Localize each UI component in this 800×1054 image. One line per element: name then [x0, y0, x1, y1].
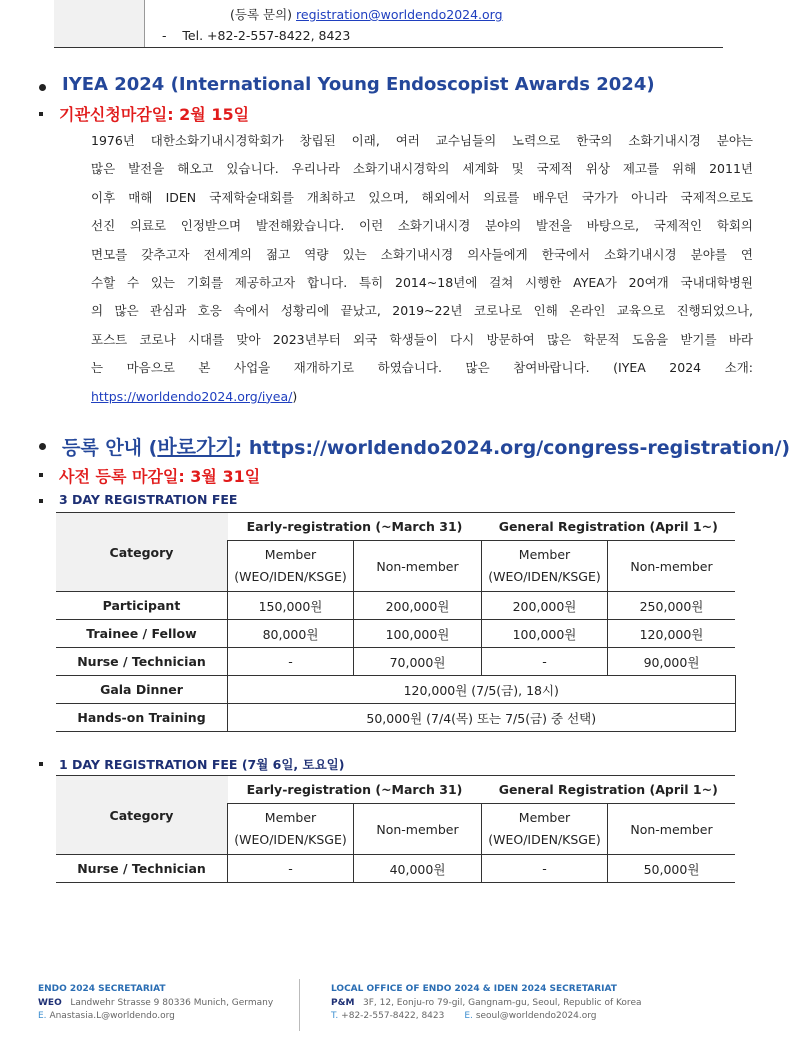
- para-line: 많은 발전을 해오고 있습니다. 우리나라 소화기내시경학의 세계화 및 국제적 위상 제고를 위해 2011년: [91, 161, 753, 177]
- registration-email-link[interactable]: registration@worldendo2024.org: [296, 7, 503, 22]
- gala-dinner-fee: 120,000원 (7/5(금), 18시): [228, 676, 736, 704]
- table-row: [56, 676, 735, 704]
- general-registration-header: General Registration (April 1~): [482, 513, 736, 541]
- one-day-fee-title: 1 DAY REGISTRATION FEE (7월 6일, 토요일): [59, 757, 345, 772]
- member-header: [482, 541, 608, 592]
- fee-cell: 70,000원: [354, 648, 482, 676]
- fee-cell: 120,000원: [608, 620, 736, 648]
- fee-cell: 100,000원: [354, 620, 482, 648]
- footer-left-email-label: E.: [38, 1011, 47, 1021]
- contact-tel-line: [162, 28, 350, 43]
- table-row: [56, 855, 735, 883]
- footer-secretariat: [38, 983, 273, 1024]
- member-orgs: (WEO/IDEN/KSGE): [234, 832, 347, 847]
- registration-heading-suffix: ; https://worldendo2024.org/congress-registration/): [234, 437, 791, 459]
- iyea-link[interactable]: https://worldendo2024.org/iyea/: [91, 388, 293, 404]
- table-row: [56, 648, 735, 676]
- one-day-fee-table: [56, 775, 735, 883]
- member-label: Member: [264, 810, 317, 825]
- category-header: Category: [56, 513, 228, 592]
- contact-email-line: [230, 5, 503, 23]
- link-close: ): [292, 388, 298, 404]
- fee-cell: -: [482, 648, 608, 676]
- footer-right-org: P&M: [331, 997, 355, 1008]
- hands-on-fee: 50,000원 (7/4(목) 또는 7/5(금) 중 선택): [228, 704, 736, 732]
- early-registration-header: Early-registration (~March 31): [228, 513, 482, 541]
- footer-divider: [299, 979, 300, 1031]
- dash: -: [162, 28, 167, 43]
- para-line: 1976년 대한소화기내시경학회가 창립된 이래, 여러 교수님들의 노력으로 한국의 소화기내시경 분야는: [91, 133, 753, 148]
- contact-label-cell: [54, 0, 145, 47]
- footer-left-address: Landwehr Strasse 9 80336 Munich, Germany: [70, 997, 274, 1008]
- footer-right-email[interactable]: seoul@worldendo2024.org: [475, 1011, 597, 1021]
- footer-left-org: WEO: [38, 997, 62, 1008]
- fee-cell: 80,000원: [228, 620, 354, 648]
- square-bullet-icon: [39, 112, 43, 116]
- tel-text: Tel. +82-2-557-8422, 8423: [182, 28, 351, 43]
- non-member-header: Non-member: [608, 541, 736, 592]
- para-line: 이후 매해 IDEN 국제학술대회를 개최하고 있으며, 해외에서 의료를 배우던 국가가 아니라 국제적으로도: [91, 189, 753, 205]
- footer-right-tel-label: T.: [331, 1011, 339, 1021]
- member-label: Member: [518, 547, 571, 562]
- registration-heading: [62, 431, 790, 460]
- registration-deadline: 사전 등록 마감일: 3월 31일: [59, 467, 261, 486]
- para-line: 수할 수 있는 기회를 제공하고자 합니다. 특히 2014~18년에 걸쳐 시행한 AYEA가 20여개 국내대학병원: [91, 275, 753, 291]
- member-orgs: (WEO/IDEN/KSGE): [488, 832, 601, 847]
- row-category: Gala Dinner: [56, 676, 228, 704]
- para-line-last: [91, 383, 753, 411]
- three-day-fee-title: 3 DAY REGISTRATION FEE: [59, 492, 238, 507]
- category-header: Category: [56, 776, 228, 855]
- iyea-title: IYEA 2024 (International Young Endoscopist Awards 2024): [62, 74, 655, 95]
- general-registration-header: General Registration (April 1~): [482, 776, 736, 804]
- fee-cell: 250,000원: [608, 592, 736, 620]
- row-category: Trainee / Fellow: [56, 620, 228, 648]
- table-row: [56, 620, 735, 648]
- row-category: Nurse / Technician: [56, 855, 228, 883]
- member-orgs: (WEO/IDEN/KSGE): [488, 569, 601, 584]
- footer-left-title: ENDO 2024 SECRETARIAT: [38, 984, 166, 994]
- footer-right-address: 3F, 12, Eonju-ro 79-gil, Gangnam-gu, Seoul, Republic of Korea: [363, 997, 642, 1008]
- square-bullet-icon: [39, 499, 43, 503]
- footer-right-email-label: E.: [464, 1011, 473, 1021]
- para-line: 선진 의료로 인정받으며 발전해왔습니다. 이런 소화기내시경 분야의 발전을 바탕으로, 국제적인 학회의: [91, 218, 753, 234]
- bullet-dot-icon: [39, 443, 46, 450]
- member-header: [482, 804, 608, 855]
- member-header: [228, 541, 354, 592]
- iyea-deadline: 기관신청마감일: 2월 15일: [59, 105, 250, 124]
- row-category: Participant: [56, 592, 228, 620]
- member-label: Member: [518, 810, 571, 825]
- bullet-dot-icon: [39, 84, 46, 91]
- footer-local-office: [331, 983, 642, 1024]
- non-member-header: Non-member: [354, 541, 482, 592]
- fee-cell: -: [228, 648, 354, 676]
- para-line: 는 마음으로 본 사업을 재개하기로 하였습니다. 많은 참여바랍니다. (IYEA 2024 소개:: [91, 360, 753, 376]
- inquiry-label: (등록 문의): [230, 7, 293, 22]
- non-member-header: Non-member: [608, 804, 736, 855]
- table-row: [56, 704, 735, 732]
- fee-cell: -: [482, 855, 608, 883]
- fee-cell: 40,000원: [354, 855, 482, 883]
- fee-cell: -: [228, 855, 354, 883]
- fee-cell: 150,000원: [228, 592, 354, 620]
- square-bullet-icon: [39, 762, 43, 766]
- shortcut-link[interactable]: 바로가기: [157, 435, 235, 459]
- member-orgs: (WEO/IDEN/KSGE): [234, 569, 347, 584]
- row-category: Hands-on Training: [56, 704, 228, 732]
- registration-heading-prefix: 등록 안내 (: [62, 437, 158, 459]
- para-line: 의 많은 관심과 호응 속에서 성황리에 끝났고, 2019~22년 코로나로 인해 온라인 교육으로 진행되었으나,: [91, 303, 753, 319]
- contact-box: [54, 0, 723, 48]
- member-label: Member: [264, 547, 317, 562]
- member-header: [228, 804, 354, 855]
- fee-cell: 90,000원: [608, 648, 736, 676]
- footer-left-email[interactable]: Anastasia.L@worldendo.org: [49, 1011, 175, 1021]
- fee-cell: 50,000원: [608, 855, 736, 883]
- three-day-fee-table: [56, 512, 736, 732]
- row-category: Nurse / Technician: [56, 648, 228, 676]
- non-member-header: Non-member: [354, 804, 482, 855]
- footer-right-tel: +82-2-557-8422, 8423: [341, 1011, 445, 1021]
- iyea-description: [91, 127, 753, 411]
- para-line: 포스트 코로나 시대를 맞아 2023년부터 외국 학생들이 다시 방문하여 많은 학문적 도움을 받기를 바라: [91, 331, 753, 347]
- footer-right-title: LOCAL OFFICE OF ENDO 2024 & IDEN 2024 SECRETARIAT: [331, 984, 617, 994]
- early-registration-header: Early-registration (~March 31): [228, 776, 482, 804]
- fee-cell: 200,000원: [354, 592, 482, 620]
- fee-cell: 200,000원: [482, 592, 608, 620]
- table-row: [56, 592, 735, 620]
- para-line: 면모를 갖추고자 전세계의 젊고 역량 있는 소화기내시경 의사들에게 한국에서 소화기내시경 분야를 연: [91, 246, 753, 262]
- square-bullet-icon: [39, 473, 43, 477]
- fee-cell: 100,000원: [482, 620, 608, 648]
